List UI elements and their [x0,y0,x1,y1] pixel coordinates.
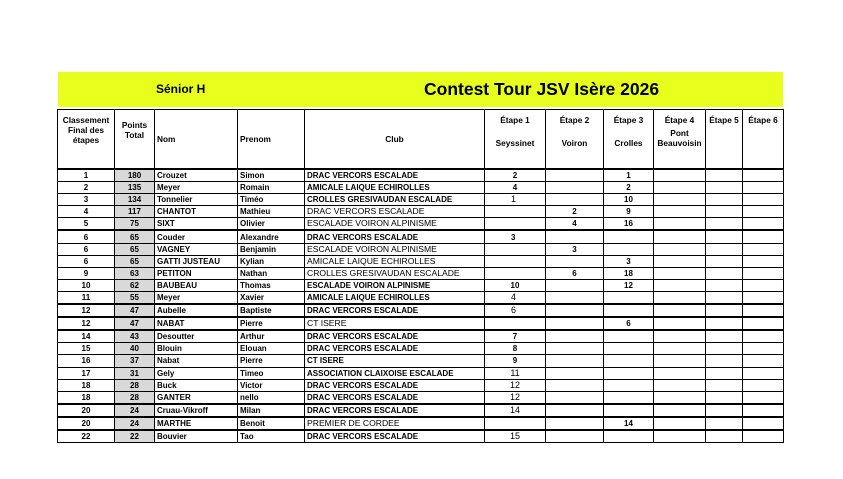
prenom-cell: Arthur [238,330,305,343]
points-cell: 43 [115,330,155,343]
points-cell: 37 [115,355,155,367]
rank-cell: 1 [58,169,115,182]
prenom-cell: Pierre [238,317,305,330]
etape3-cell: 6 [604,317,654,330]
club-cell: DRAC VERCORS ESCALADE [305,404,485,417]
nom-cell: Aubelle [155,304,238,317]
etape3-cell [604,404,654,417]
etape5-cell [706,343,743,355]
etape1-cell: 14 [485,404,546,417]
etape3-cell: 18 [604,267,654,279]
etape5-cell [706,291,743,304]
etape3-cell [604,304,654,317]
etape1-cell: 12 [485,379,546,391]
table-row [58,182,784,194]
etape5-cell [706,404,743,417]
etape2-cell [546,404,604,417]
table-row [58,304,784,317]
etape4-cell [654,367,706,379]
etape2-cell: 6 [546,267,604,279]
table-row [58,355,784,367]
prenom-cell: nello [238,391,305,404]
etape6-cell [743,206,784,218]
etape2-place: Voiron [561,138,588,148]
etape4-cell [654,379,706,391]
prenom-cell: Tao [238,430,305,443]
etape3-cell: 2 [604,182,654,194]
etape1-cell: 8 [485,343,546,355]
prenom-cell: Timeo [238,367,305,379]
table-row [58,267,784,279]
points-cell: 22 [115,430,155,443]
etape2-label: Étape 2 [559,115,590,125]
points-cell: 28 [115,391,155,404]
etape4-cell [654,391,706,404]
table-row [58,230,784,243]
nom-cell: Cruau-Vikroff [155,404,238,417]
col-etape5-header: Étape 5 [706,110,743,170]
etape6-cell [743,404,784,417]
etape5-cell [706,230,743,243]
etape4-cell [654,291,706,304]
nom-cell: MARTHE [155,417,238,430]
etape2-cell [546,430,604,443]
club-cell: ESCALADE VOIRON ALPINISME [305,218,485,231]
etape2-cell [546,169,604,182]
etape1-label: Étape 1 [500,115,530,125]
prenom-cell: Alexandre [238,230,305,243]
club-cell: DRAC VERCORS ESCALADE [305,391,485,404]
etape1-cell [485,317,546,330]
table-row [58,317,784,330]
etape5-cell [706,267,743,279]
nom-cell: Nabat [155,355,238,367]
etape6-cell [743,317,784,330]
etape1-cell: 11 [485,367,546,379]
etape6-cell [743,367,784,379]
nom-cell: PETITON [155,267,238,279]
nom-cell: Tonnelier [155,194,238,206]
prenom-cell: Elouan [238,343,305,355]
etape5-cell [706,182,743,194]
rank-cell: 20 [58,417,115,430]
col-etape3-header [604,110,654,170]
category-label: Sénior H [156,82,206,96]
etape2-cell [546,279,604,291]
prenom-cell: Benjamin [238,243,305,255]
etape5-cell [706,243,743,255]
etape2-cell [546,255,604,267]
page-title: Contest Tour JSV Isère 2026 [424,79,660,99]
etape4-cell [654,279,706,291]
etape3-cell [604,291,654,304]
prenom-cell: Thomas [238,279,305,291]
etape4-cell [654,255,706,267]
etape5-cell [706,430,743,443]
etape6-cell [743,291,784,304]
etape5-cell [706,206,743,218]
prenom-cell: Baptiste [238,304,305,317]
nom-cell: VAGNEY [155,243,238,255]
nom-cell: Buck [155,379,238,391]
col-etape1-header [485,110,546,170]
points-cell: 24 [115,404,155,417]
etape6-cell [743,218,784,231]
table-row [58,279,784,291]
nom-cell: Meyer [155,291,238,304]
etape1-cell: 15 [485,430,546,443]
points-cell: 40 [115,343,155,355]
nom-cell: BAUBEAU [155,279,238,291]
etape3-cell [604,391,654,404]
etape2-cell [546,417,604,430]
club-cell: DRAC VERCORS ESCALADE [305,304,485,317]
etape2-cell: 4 [546,218,604,231]
points-cell: 24 [115,417,155,430]
etape6-cell [743,182,784,194]
prenom-cell: Milan [238,404,305,417]
etape1-cell: 12 [485,391,546,404]
etape6-cell [743,379,784,391]
etape6-cell [743,430,784,443]
etape2-cell: 3 [546,243,604,255]
etape2-cell: 2 [546,206,604,218]
nom-cell: Bouvier [155,430,238,443]
prenom-cell: Olivier [238,218,305,231]
club-cell: CT ISERE [305,355,485,367]
etape3-label: Étape 3 [613,115,644,125]
points-cell: 117 [115,206,155,218]
etape4-cell [654,317,706,330]
etape4-cell [654,330,706,343]
points-cell: 180 [115,169,155,182]
rank-cell: 6 [58,255,115,267]
etape4-cell [654,182,706,194]
club-cell: DRAC VERCORS ESCALADE [305,330,485,343]
etape1-cell: 2 [485,169,546,182]
nom-cell: GATTI JUSTEAU [155,255,238,267]
etape4-place: Pont Beauvoisin [657,128,702,148]
club-cell: ESCALADE VOIRON ALPINISME [305,279,485,291]
nom-cell: Gely [155,367,238,379]
etape4-cell [654,343,706,355]
club-cell: DRAC VERCORS ESCALADE [305,430,485,443]
etape3-cell: 14 [604,417,654,430]
etape4-cell [654,243,706,255]
etape3-cell [604,330,654,343]
etape5-cell [706,255,743,267]
etape6-cell [743,279,784,291]
etape6-cell [743,330,784,343]
etape6-cell [743,194,784,206]
etape1-cell [485,255,546,267]
club-cell: AMICALE LAIQUE ECHIROLLES [305,291,485,304]
etape5-cell [706,330,743,343]
table-header-row [58,110,784,170]
etape1-cell: 4 [485,182,546,194]
etape1-cell [485,243,546,255]
etape2-cell [546,343,604,355]
nom-cell: SIXT [155,218,238,231]
points-cell: 75 [115,218,155,231]
etape1-cell: 7 [485,330,546,343]
prenom-cell: Timéo [238,194,305,206]
rank-cell: 16 [58,355,115,367]
etape6-cell [743,243,784,255]
etape3-cell [604,230,654,243]
points-cell: 65 [115,255,155,267]
club-cell: PREMIER DE CORDEE [305,417,485,430]
table-row [58,404,784,417]
points-cell: 134 [115,194,155,206]
etape3-cell [604,379,654,391]
rank-cell: 6 [58,243,115,255]
etape4-cell [654,355,706,367]
prenom-cell: Victor [238,379,305,391]
rank-cell: 4 [58,206,115,218]
col-nom-header: Nom [155,110,238,170]
rank-cell: 9 [58,267,115,279]
etape4-cell [654,206,706,218]
table-row [58,206,784,218]
etape2-cell [546,379,604,391]
etape2-cell [546,230,604,243]
nom-cell: Desoutter [155,330,238,343]
table-row [58,218,784,231]
title-banner [58,72,783,107]
etape4-cell [654,430,706,443]
table-row [58,379,784,391]
club-cell: ESCALADE VOIRON ALPINISME [305,243,485,255]
etape2-cell [546,194,604,206]
etape1-cell: 4 [485,291,546,304]
nom-cell: NABAT [155,317,238,330]
etape4-cell [654,230,706,243]
etape3-cell [604,343,654,355]
etape1-cell: 10 [485,279,546,291]
etape2-cell [546,182,604,194]
etape1-cell: 9 [485,355,546,367]
points-cell: 28 [115,379,155,391]
club-cell: CROLLES GRESIVAUDAN ESCALADE [305,194,485,206]
etape2-cell [546,330,604,343]
etape2-cell [546,355,604,367]
rank-cell: 18 [58,391,115,404]
table-row [58,255,784,267]
etape2-cell [546,391,604,404]
etape6-cell [743,255,784,267]
etape3-cell: 9 [604,206,654,218]
table-row [58,430,784,443]
etape4-cell [654,304,706,317]
prenom-cell: Xavier [238,291,305,304]
rank-cell: 11 [58,291,115,304]
col-club-header: Club [305,110,485,170]
etape1-cell [485,267,546,279]
club-cell: ASSOCIATION CLAIXOISE ESCALADE [305,367,485,379]
rank-cell: 20 [58,404,115,417]
table-row [58,169,784,182]
etape5-cell [706,379,743,391]
etape3-cell: 16 [604,218,654,231]
club-cell: AMICALE LAIQUE ECHIROLLES [305,182,485,194]
prenom-cell: Romain [238,182,305,194]
table-row [58,243,784,255]
col-prenom-header: Prenom [238,110,305,170]
col-etape2-header [546,110,604,170]
etape2-cell [546,367,604,379]
rank-cell: 10 [58,279,115,291]
prenom-cell: Simon [238,169,305,182]
etape3-cell: 1 [604,169,654,182]
prenom-cell: Mathieu [238,206,305,218]
etape1-cell: 1 [485,194,546,206]
etape6-cell [743,417,784,430]
etape3-cell [604,243,654,255]
rank-cell: 12 [58,304,115,317]
etape4-cell [654,417,706,430]
etape4-cell [654,169,706,182]
etape3-cell [604,355,654,367]
nom-cell: CHANTOT [155,206,238,218]
col-rank-header: Classement Final des étapes [58,110,115,170]
etape5-cell [706,417,743,430]
rank-cell: 18 [58,379,115,391]
etape4-cell [654,194,706,206]
points-cell: 62 [115,279,155,291]
rank-cell: 6 [58,230,115,243]
etape6-cell [743,304,784,317]
etape1-cell [485,206,546,218]
etape4-label: Étape 4 [664,115,695,125]
club-cell: DRAC VERCORS ESCALADE [305,343,485,355]
prenom-cell: Nathan [238,267,305,279]
nom-cell: Meyer [155,182,238,194]
etape6-cell [743,267,784,279]
club-cell: DRAC VERCORS ESCALADE [305,379,485,391]
etape3-cell [604,430,654,443]
rank-cell: 3 [58,194,115,206]
etape3-cell [604,367,654,379]
points-cell: 135 [115,182,155,194]
table-row [58,417,784,430]
table-row [58,391,784,404]
prenom-cell: Kylian [238,255,305,267]
etape5-cell [706,391,743,404]
points-cell: 31 [115,367,155,379]
etape3-place: Crolles [614,138,643,148]
table-row [58,343,784,355]
table-row [58,367,784,379]
etape3-cell: 12 [604,279,654,291]
col-etape4-header [654,110,706,170]
club-cell: AMICALE LAIQUE ECHIROLLES [305,255,485,267]
points-cell: 65 [115,230,155,243]
etape4-cell [654,218,706,231]
etape5-cell [706,317,743,330]
rank-cell: 2 [58,182,115,194]
nom-cell: Couder [155,230,238,243]
etape6-cell [743,230,784,243]
points-cell: 47 [115,304,155,317]
etape6-cell [743,343,784,355]
etape1-cell: 3 [485,230,546,243]
etape2-cell [546,291,604,304]
prenom-cell: Benoit [238,417,305,430]
rank-cell: 22 [58,430,115,443]
col-points-header: Points Total [115,110,155,170]
rank-cell: 17 [58,367,115,379]
rank-cell: 5 [58,218,115,231]
etape5-cell [706,218,743,231]
club-cell: DRAC VERCORS ESCALADE [305,206,485,218]
etape5-cell [706,367,743,379]
points-cell: 63 [115,267,155,279]
col-etape6-header: Étape 6 [743,110,784,170]
etape5-cell [706,194,743,206]
rank-cell: 15 [58,343,115,355]
etape3-cell: 3 [604,255,654,267]
etape1-cell: 6 [485,304,546,317]
etape2-cell [546,317,604,330]
etape2-cell [546,304,604,317]
club-cell: DRAC VERCORS ESCALADE [305,230,485,243]
nom-cell: Blouin [155,343,238,355]
table-row [58,194,784,206]
etape6-cell [743,169,784,182]
etape4-cell [654,267,706,279]
nom-cell: GANTER [155,391,238,404]
etape6-cell [743,355,784,367]
etape6-cell [743,391,784,404]
etape1-place: Seyssinet [495,138,535,148]
etape5-cell [706,279,743,291]
etape5-cell [706,304,743,317]
points-cell: 55 [115,291,155,304]
ranking-table [57,109,784,443]
table-row [58,291,784,304]
etape4-cell [654,404,706,417]
points-cell: 47 [115,317,155,330]
nom-cell: Crouzet [155,169,238,182]
table-row [58,330,784,343]
etape1-cell [485,417,546,430]
points-cell: 65 [115,243,155,255]
etape1-cell [485,218,546,231]
etape5-cell [706,169,743,182]
etape3-cell: 10 [604,194,654,206]
club-cell: CT ISERE [305,317,485,330]
club-cell: DRAC VERCORS ESCALADE [305,169,485,182]
etape5-cell [706,355,743,367]
rank-cell: 12 [58,317,115,330]
rank-cell: 14 [58,330,115,343]
prenom-cell: Pierre [238,355,305,367]
club-cell: CROLLES GRESIVAUDAN ESCALADE [305,267,485,279]
